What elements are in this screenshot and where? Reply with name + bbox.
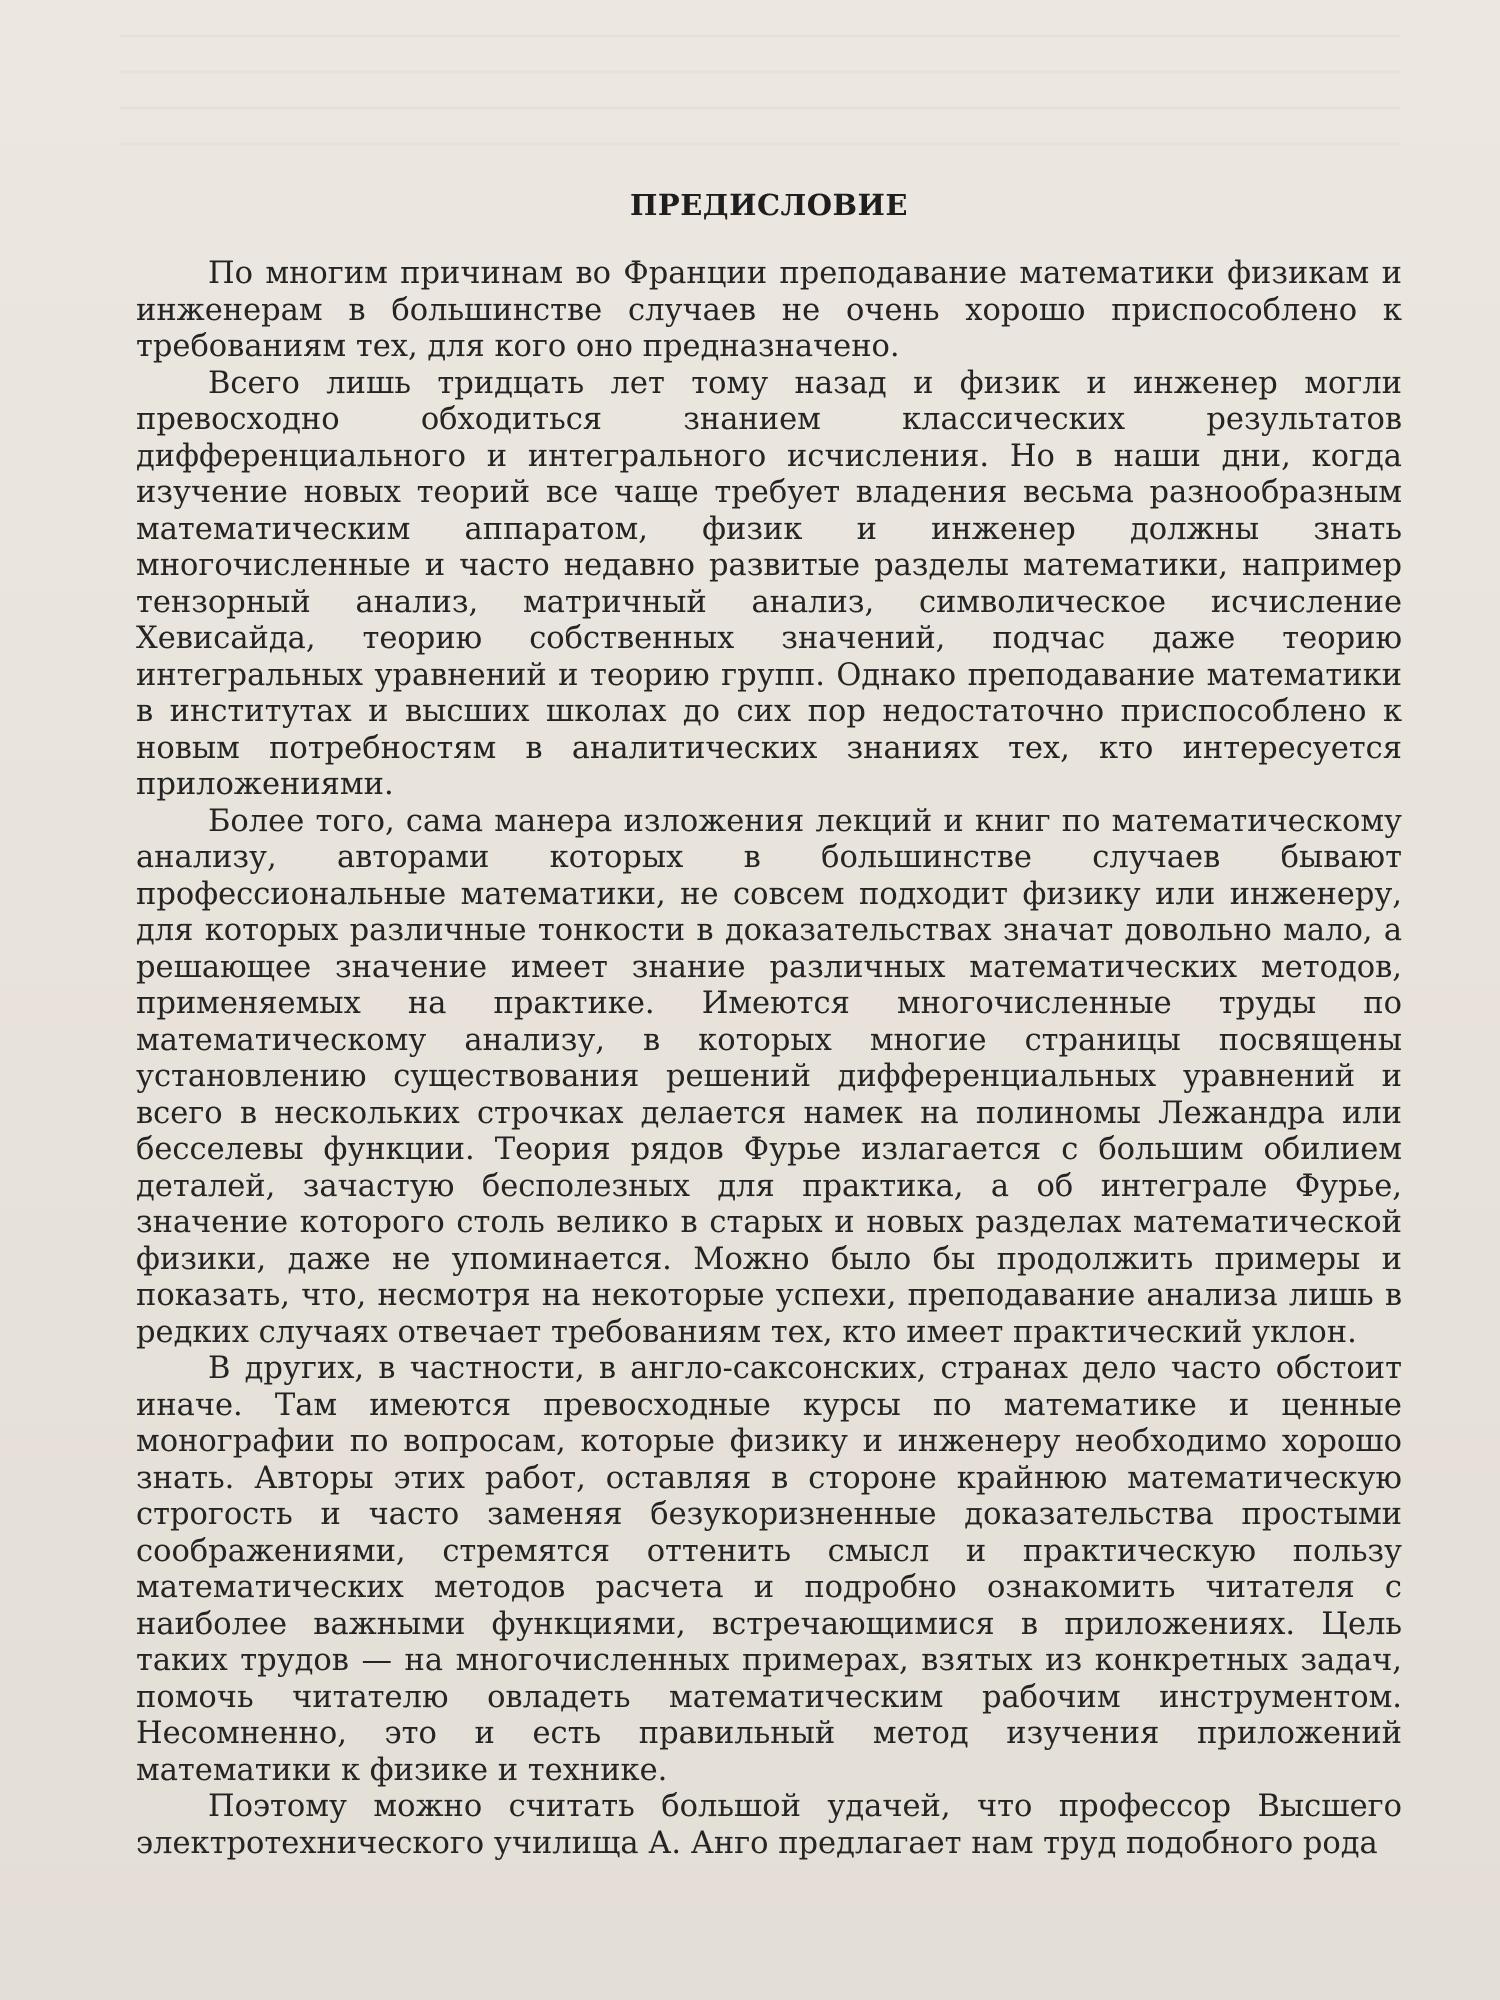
page-title: ПРЕДИСЛОВИЕ: [630, 188, 908, 222]
paragraph-4: В других, в частности, в англо-саксонских, странах дело часто обстоит иначе. Там имеются превосходные курсы по математике и ценные монографии по вопросам, которые физику и инженеру необходимо хорошо знать. Авторы этих работ, оставляя в стороне крайнюю математическую строгость и часто заменяя безукоризненные доказательства простыми соображениями, стремятся оттенить смысл и практическую пользу математических методов расчета и подробно ознакомить читателя с наиболее важными функциями, встречающимися в приложениях. Цель таких трудов — на многочисленных примерах, взятых из конкретных задач, помочь читателю овладеть математическим рабочим инструментом. Несомненно, это и есть правильный метод изучения приложений математики к физике и технике.: [136, 1351, 1402, 1788]
bleed-through-text: [120, 18, 1400, 168]
paragraph-5: Поэтому можно считать большой удачей, что профессор Высшего электротехнического училища А. Анго предлагает нам труд подобного рода: [136, 1789, 1402, 1861]
body-text: [136, 256, 1402, 1862]
paragraph-3: Более того, сама манера изложения лекций и книг по математическому анализу, авторами которых в большинстве случаев бывают профессиональные математики, не совсем подходит физику или инженеру, для которых различные тонкости в доказательствах значат довольно мало, а решающее значение имеет знание различных математических методов, применяемых на практике. Имеются многочисленные труды по математическому анализу, в которых многие страницы посвящены установлению существования решений дифференциальных уравнений и всего в нескольких строчках делается намек на полиномы Лежандра или бесселевы функции. Теория рядов Фурье излагается с большим обилием деталей, зачастую бесполезных для практика, а об интеграле Фурье, значение которого столь велико в старых и новых разделах математической физики, даже не упоминается. Можно было бы продолжить примеры и показать, что, несмотря на некоторые успехи, преподавание анализа лишь в редких случаях отвечает требованиям тех, кто имеет практический уклон.: [136, 803, 1402, 1350]
paragraph-2: Всего лишь тридцать лет тому назад и физик и инженер могли превосходно обходиться знанием классических результатов дифференциального и интегрального исчисления. Но в наши дни, когда изучение новых теорий все чаще требует владения весьма разнообразным математическим аппаратом, физик и инженер должны знать многочисленные и часто недавно развитые разделы математики, например тензорный анализ, матричный анализ, символическое исчисление Хевисайда, теорию собственных значений, подчас даже теорию интегральных уравнений и теорию групп. Однако преподавание математики в институтах и высших школах до сих пор недостаточно приспособлено к новым потребностям в аналитических знаниях тех, кто интересуется приложениями.: [136, 365, 1402, 802]
paragraph-1: По многим причинам во Франции преподавание математики физикам и инженерам в большинстве случаев не очень хорошо приспособлено к требованиям тех, для кого оно предназначено.: [136, 256, 1402, 364]
